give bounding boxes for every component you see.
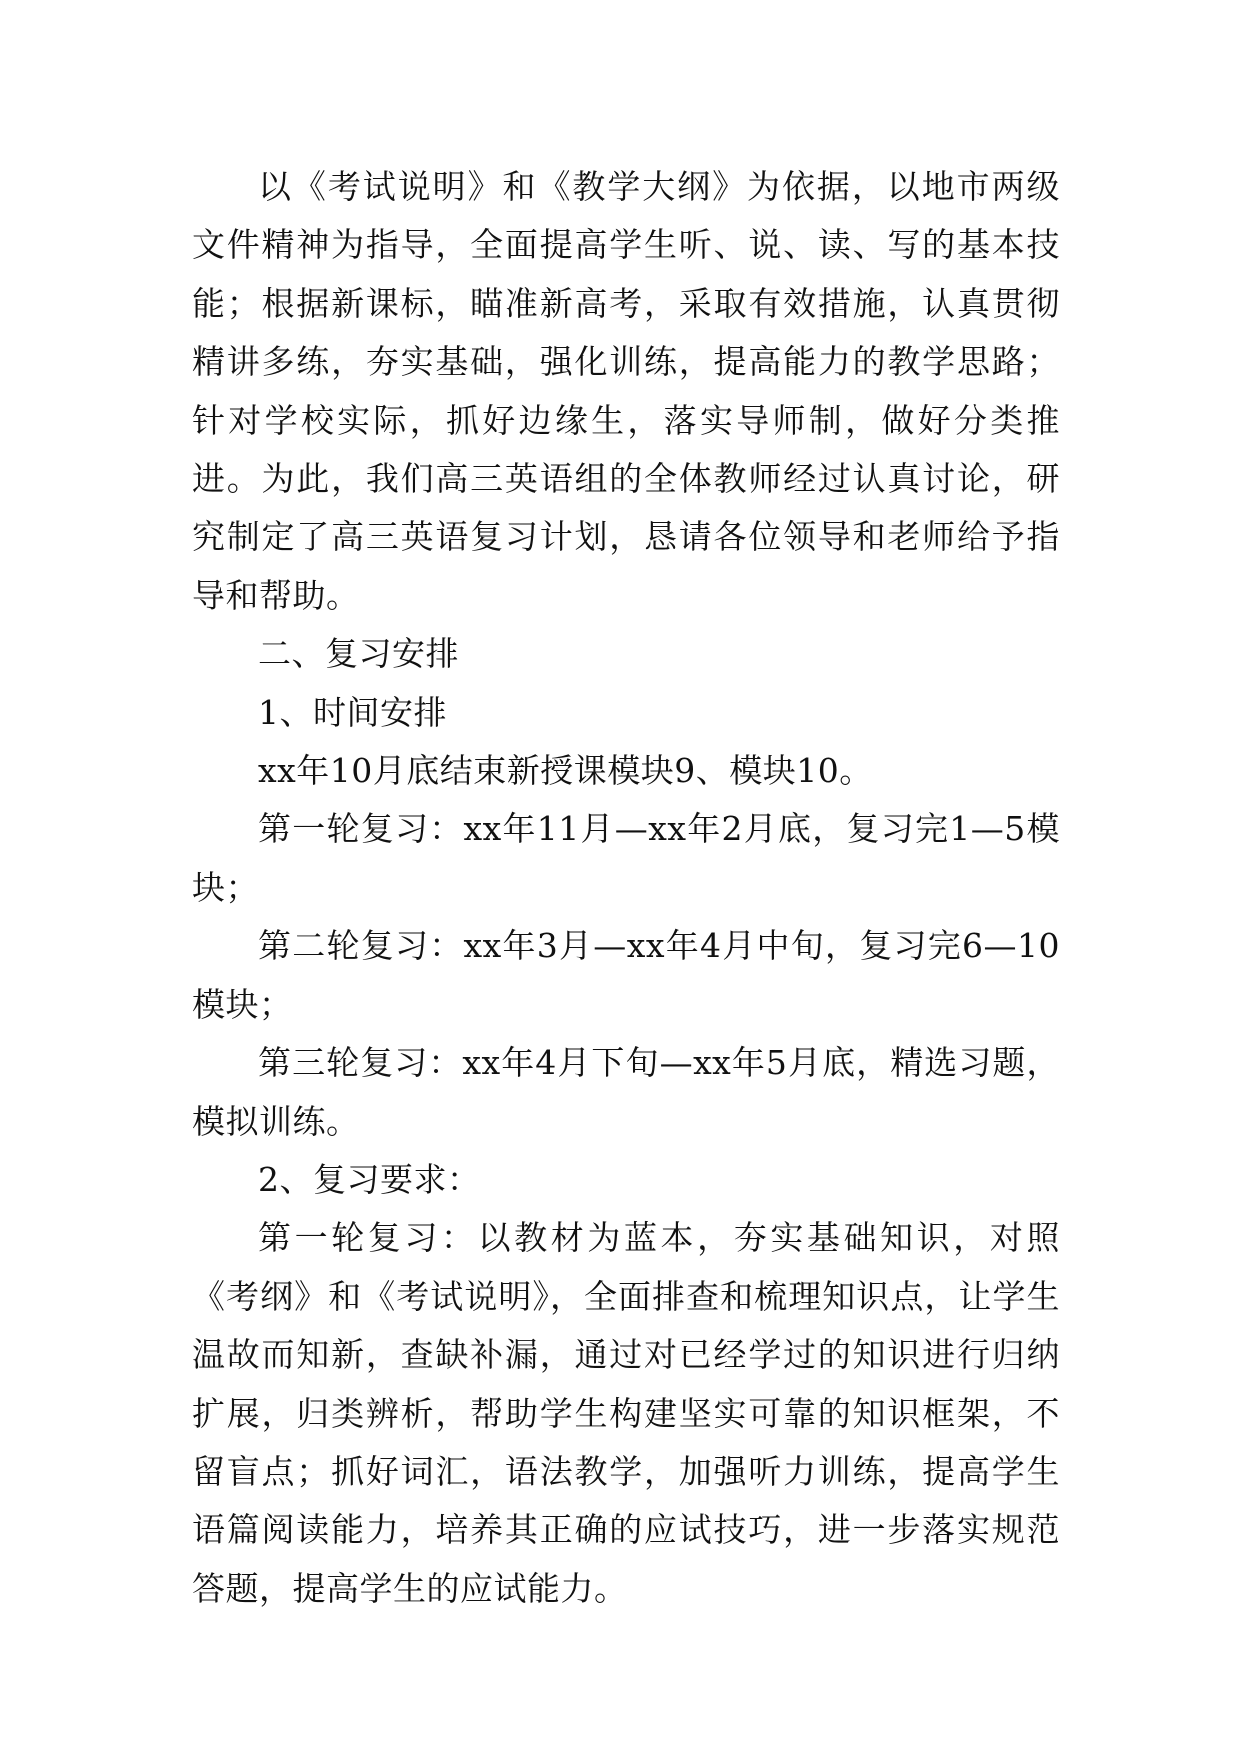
subheading-requirements: 2、复习要求： <box>258 1159 481 1199</box>
section-heading-review-arrangement: 二、复习安排 <box>258 634 459 674</box>
document-body <box>192 158 1060 1618</box>
subheading-schedule: 1、时间安排 <box>258 692 447 732</box>
paragraph-third-round-schedule: 第三轮复习：xx年4月下旬—xx年5月底，精选习题，模拟训练。 <box>192 1043 1060 1141</box>
paragraph-first-round-schedule: 第一轮复习：xx年11月—xx年2月底，复习完1—5模块； <box>192 809 1060 907</box>
paragraph-new-course-end: xx年10月底结束新授课模块9、模块10。 <box>258 751 873 791</box>
paragraph-first-round-requirements: 第一轮复习：以教材为蓝本，夯实基础知识，对照《考纲》和《考试说明》，全面排查和梳理知识点，让学生温故而知新，查缺补漏，通过对已经学过的知识进行归纳扩展，归类辨析，帮助学生构建坚实可靠的知识框架，不留盲点；抓好词汇，语法教学，加强听力训练，提高学生语篇阅读能力，培养其正确的应试技巧，进一步落实规范答题，提高学生的应试能力。 <box>192 1218 1060 1608</box>
paragraph-second-round-schedule: 第二轮复习：xx年3月—xx年4月中旬，复习完6—10模块； <box>192 926 1060 1024</box>
paragraph-guiding-principles: 以《考试说明》和《教学大纲》为依据，以地市两级文件精神为指导，全面提高学生听、说、读、写的基本技能；根据新课标，瞄准新高考，采取有效措施，认真贯彻精讲多练，夯实基础，强化训练，提高能力的教学思路；针对学校实际，抓好边缘生，落实导师制，做好分类推进。为此，我们高三英语组的全体教师经过认真讨论，研究制定了高三英语复习计划，恳请各位领导和老师给予指导和帮助。 <box>192 167 1060 615</box>
